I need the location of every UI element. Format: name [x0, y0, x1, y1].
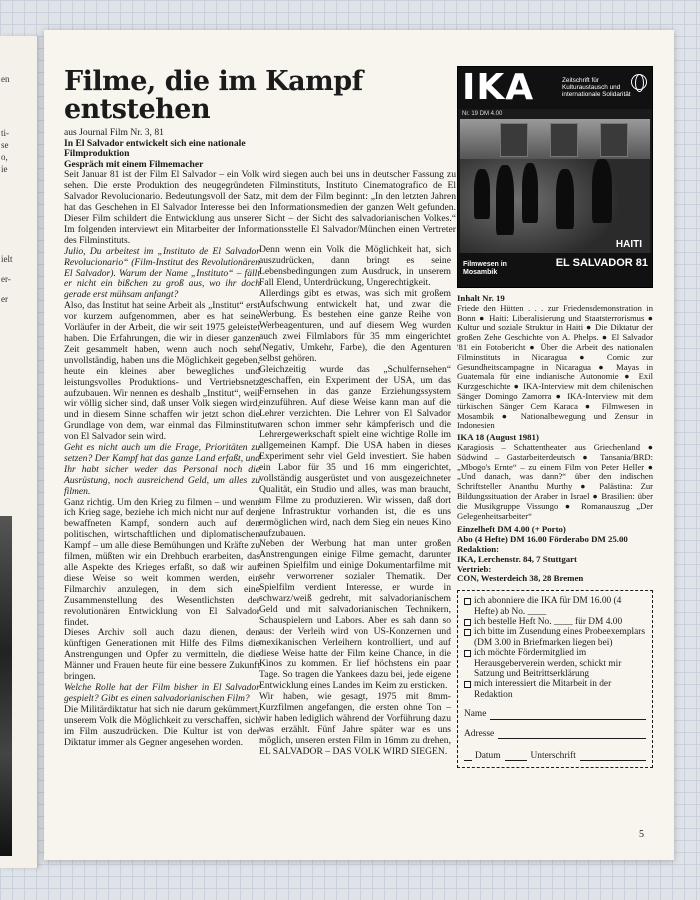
checkbox[interactable] [464, 598, 471, 605]
coupon-option-label: ich abonniere die IKA für DM 16.00 (4 Hefte) ab No. ____ [474, 596, 622, 617]
prev-page-fragment: o, [1, 152, 8, 162]
checkbox[interactable] [464, 681, 471, 688]
cover-photo-figure [496, 165, 514, 235]
datum-label: Datum [475, 750, 501, 761]
checkbox[interactable] [464, 629, 471, 636]
table-of-contents [457, 294, 653, 521]
checkbox[interactable] [464, 650, 471, 657]
ordering-info [457, 525, 653, 584]
pre-line [464, 752, 472, 761]
interview-question: Julio, Du arbeitest im „Instituto de El Salvador Revolucionario“ (Film-Institut des Revolutionären El Salvador). Warum der Name „Instituto“ – fällt er nicht ein bißchen zu groß aus, wo ihr doch gerade erst mühsam anfangt? [64, 245, 260, 301]
redaktion-address: IKA, Lerchenstr. 84, 7 Stuttgart [457, 553, 577, 564]
prev-page-fragment: er [1, 294, 8, 304]
coupon-option[interactable] [464, 617, 646, 627]
article-source: aus Journal Film Nr. 3, 81 [64, 127, 164, 138]
unterschrift-label: Unterschrift [530, 750, 576, 761]
prev-page-fragment: er- [1, 274, 11, 284]
coupon-option[interactable] [464, 627, 646, 648]
vertrieb-address: CON, Westerdeich 38, 28 Bremen [457, 573, 584, 584]
interview-answer: Denn wenn ein Volk die Möglichkeit hat, sich auszudrücken, dann bringt es seine Lebensbedingungen zum Ausdruck, in unserem Fall Elend, Unterdrückung, Ungerechtigkeit. [259, 244, 451, 288]
interview-answer: Ganz richtig. Um den Krieg zu filmen – und wenn ich Krieg sage, beziehe ich mich nicht nur auf den bewaffneten Kampf, sondern auch auf den politischen, wirtschaftlichen und diplomatischen Kampf – um alle diese Bemühungen und Kräfte zu filmen, müßten wir ein Drehbuch erarbeiten, das alle Aspekte des Krieges erfaßt, so daß wir auf diese Weise so weit kommen werden, ein Filmarchiv anzulegen, in dem sich eine Zusammenstellung des Wesentlichsten der revolutionären Entwicklung von El Salvador findet. [64, 496, 260, 628]
unterschrift-input-line[interactable] [580, 752, 646, 761]
cover-photo-figure [474, 169, 490, 219]
headline-line-1: Filme, die im Kampf [64, 66, 363, 97]
prev-page-fragment: ielt [1, 254, 13, 264]
price-line-1: Einzelheft DM 4.00 (+ Porto) [457, 524, 566, 535]
name-field[interactable] [464, 709, 646, 719]
cover-photo-building [550, 123, 578, 157]
globe-icon [631, 74, 647, 90]
signature-row[interactable] [464, 751, 646, 761]
cover-photo-figure [592, 159, 612, 223]
coupon-option[interactable] [464, 679, 646, 700]
article-subhead-2: Gespräch mit einem Filmemacher [64, 158, 204, 170]
interview-question: Welche Rolle hat der Film bisher in El Salvador gespielt? Gibt es einen salvadorianischen Film? [64, 681, 260, 704]
cover-photo-building [500, 123, 528, 157]
toc-heading-2: IKA 18 (August 1981) [457, 432, 539, 443]
order-coupon [457, 590, 653, 768]
interview-answer: Die Militärdiktatur hat sich nie darum gekümmert, unserem Volk die Möglichkeit zu verschaffen, sich im Film auszudrücken. Die Kultur ist von der Diktatur immer als Gegner angesehen worden. [64, 703, 260, 748]
coupon-option[interactable] [464, 596, 646, 617]
cover-filmwesen: Filmwesen in Mosambik [463, 261, 507, 276]
coupon-option-label: mich interessiert die Mitarbeit in der Redaktion [474, 679, 612, 700]
interview-answer: Gleichzeitig wurde das „Schulfernsehen“ geschaffen, ein Experiment der USA, um das Fernsehen in das ganze Erziehungssystem einzuführen. Auf diese Weise kann man auf die Lehrer verzichten. Die Lehrer von El Salvador waren schon immer sehr kämpferisch und die Lehrergewerkschaft spielt eine wichtige Rolle im allgemeinen Kampf. Die USA haben in dieses Experiment sehr viel Geld investiert. Sie haben ein Labor für 35 und 16 mm eingerichtet, vollständig ausgerüstet und von ausgezeichneter Qualität, ein Studio und alles, was man braucht, um Filme zu produzieren. Wir wissen, daß dort jene Infrastruktur vorhanden ist, die es uns ermöglichen wird, nach dem Sieg ein neues Kino aufzubauen. [259, 363, 451, 539]
prev-page-photo [0, 516, 12, 856]
redaktion-label: Redaktion: [457, 543, 500, 554]
adresse-label: Adresse [464, 728, 495, 739]
adresse-input-line[interactable] [498, 730, 646, 739]
article-left-body [64, 247, 260, 749]
headline-line-2: entstehen [64, 94, 211, 125]
vertrieb-label: Vertrieb: [457, 563, 492, 574]
article-meta [64, 128, 260, 170]
ika-logo: IKA [462, 67, 535, 108]
name-input-line[interactable] [490, 711, 646, 720]
magazine-cover [457, 66, 653, 288]
name-label: Name [464, 709, 487, 720]
cover-masthead [458, 67, 652, 109]
toc-text-2: Karagiosis – Schattentheater aus Griechenland ● Südwind – Gastarbeiterdeutsch ● Tansania/BRD: „Mbogo's Ernte“ – zu einem Film von Peter Heller ● „Und danach, was dann?“ über den indischen Schriftsteller Ananthu Murthy ● Palästina: Zur Bildungssituation der Araber in Israel ● Brasilien: über die Musikgruppe Vissungo ● Romanauszug „Der Gelegenheitsarbeiter“ [457, 441, 653, 521]
cover-footer [458, 253, 653, 288]
prev-page-fragment: ti- [1, 128, 9, 138]
article-middle-body [259, 245, 451, 758]
prev-page-fragment: ie [1, 164, 8, 174]
coupon-option-label: ich bestelle Heft No. ____ für DM 4.00 [474, 616, 623, 627]
cover-photo-building [600, 123, 628, 157]
article-subhead-1: In El Salvador entwickelt sich eine nationale Filmproduktion [64, 137, 246, 160]
coupon-option[interactable] [464, 648, 646, 679]
adresse-field[interactable] [464, 729, 646, 739]
coupon-option-label: ich möchte Fördermitglied im Herausgeberverein werden, schickt mir Satzung und Beitrittserklärung [474, 648, 622, 679]
price-line-2: Abo (4 Hefte) DM 16.00 Förderabo DM 25.00 [457, 534, 628, 545]
cover-photo-figure [556, 169, 574, 229]
toc-heading: Inhalt Nr. 19 [457, 293, 505, 303]
cover-haiti: HAITI [615, 239, 642, 250]
magazine-page [44, 30, 674, 860]
article-headline [64, 68, 444, 124]
coupon-option-label: ich bitte im Zusendung eines Probeexemplars (DM 3.00 in Briefmarken liegen bei) [474, 627, 646, 648]
page-number: 5 [639, 829, 644, 840]
magazine-sidebar [457, 66, 653, 768]
checkbox[interactable] [464, 619, 471, 626]
cover-photo-figure [522, 163, 538, 223]
article-middle-column [259, 245, 451, 758]
interview-question: Geht es nicht auch um die Frage, Prioritäten zu setzen? Der Kampf hat das ganze Land erfaßt, und Ihr habt sicher weder das Personal noch die Ausrüstung, noch ausreichend Geld, um alles zu filmen. [64, 442, 260, 497]
prev-page-fragment: se [1, 140, 9, 150]
interview-answer: Neben der Werbung hat man unter großen Anstrengungen einige Filme gemacht, darunter einen Spielfilm und einige Dokumentarfilme mit sehr verworrener sozialer Thematik. Der Spielfilm verdient Interesse, er wurde in schwarz/weiß gedreht, mit salvadorianischem Geld und mit salvadorianischen Technikern, Schauspielern und Labors. Aber es sah dann so aus: der Verleih wird von US-Konzernen und mexikanischen Verleihern kontrolliert, und auf diese Weise hatte der Film keine Chance, in die Kinos zu kommen. Er lief höchstens ein paar Tage. So tragen die Yankees dazu bei, jede eigene Entwicklung eines Landes im Keim zu ersticken. [259, 538, 451, 692]
article-intro: Seit Januar 81 ist der Film El Salvador – ein Volk wird siegen auch bei uns in deutscher Fassung zu sehen. Die erste Produktion des neugegründeten Filminstituts, Instituto Cinematografico de El Salvador Revolucionario. Bedeutungsvoll der Satz, mit dem der Film beginnt: „In den letzten Jahren hat das Geschehen in El Salvador Interesse bei den Informationsmedien der ganzen Welt gefunden. Dieser Film schildert die Entwicklung aus unserer Sicht – der Sicht des salvadorianischen Volkes.“ Im folgenden interviewt ein Mitarbeiter der Informationsstelle El Salvador/München einen Vertreter des Filminstituts. [64, 169, 456, 246]
interview-answer: Allerdings gibt es etwas, was sich mit großem Aufschwung entwickelt hat, und zwar die Werbung. Es bestehen eine ganze Reihe von Werbeagenturen, und auf diesem Weg wurden auch zwei Filmlabors für 35 mm eingerichtet (Negativ, Umkehr, Farbe), die den Agenturen selbst gehören. [259, 287, 451, 365]
cover-subtitle: Zeitschrift für Kulturaustausch und internationale Solidarität [562, 77, 631, 98]
cover-issue: Nr. 19 DM 4.00 [462, 111, 503, 117]
prev-page-fragment: en [1, 74, 10, 84]
interview-answer: Wir haben, wie gesagt, 1975 mit 8mm-Kurzfilmen angefangen, die ersten ohne Ton – wir haben lediglich während der Vorführung dazu was erzählt. Fünf Jahre später war es uns möglich, unseren ersten Film in 16mm zu drehen, EL SALVADOR – DAS VOLK WIRD SIEGEN. [259, 691, 451, 757]
previous-page-edge [0, 36, 38, 868]
cover-el-salvador: EL SALVADOR 81 [555, 257, 648, 269]
cover-photo [460, 119, 650, 255]
interview-answer: Also, das Institut hat seine Arbeit als „Institut“ erst vor kurzem aufgenommen, aber es hat seine Vorläufer in der Arbeit, die wir seit 1975 geleistet haben. Die Erfahrungen, die wir in dieser ganzen Zeit gesammelt haben, wenn auch noch sehr unvollständig, haben uns die Möglichkeit gegeben, heute ein kleines aber bewegliches und leistungsvolles Produktions- und Vertriebsnetz aufzubauen. Wir nennen es deshalb „Institut“, weil wir völlig sicher sind, daß unser Volk siegen wird, und in diesem Sinne schaffen wir jetzt schon die Grundlage von dem, war einmal das Filminstitut von El Salvador sein wird. [64, 300, 260, 443]
toc-text: Friede den Hütten . . . zur Friedensdemonstration in Bonn ● Haiti: Liberalisierung und Staatsterrorismus ● Kultur und soziale Struktur in Haiti ● Die Diktatur der großen Zehe Geschichte von A. Phelps. ● El Salvador '81 ein Fotobericht ● Über die Arbeit des nationalen Filminstituts in Nicaragua ● Comic zur Gesundheitscampagne in Nicaragua ● Mayas in Guatemala für eine indianische Autonomie ● Exil Kurzgeschichte ● IKA-Interview mit dem chilenischen Sänger Domingo Zamorra ● IKA-Interview mit dem türkischen Sänger Cem Karaca ● Filmwesen in Mosambik ● Nationalbewegung und Zensur in Indonesien [457, 302, 653, 431]
interview-answer: Dieses Archiv soll auch dazu dienen, den künftigen Generationen mit Hilfe des Films die Anstrengungen und Opfer zu vermitteln, die die Männer und Frauen heute für eine bessere Zukunft bringen. [64, 627, 260, 683]
datum-input-line[interactable] [505, 752, 527, 761]
